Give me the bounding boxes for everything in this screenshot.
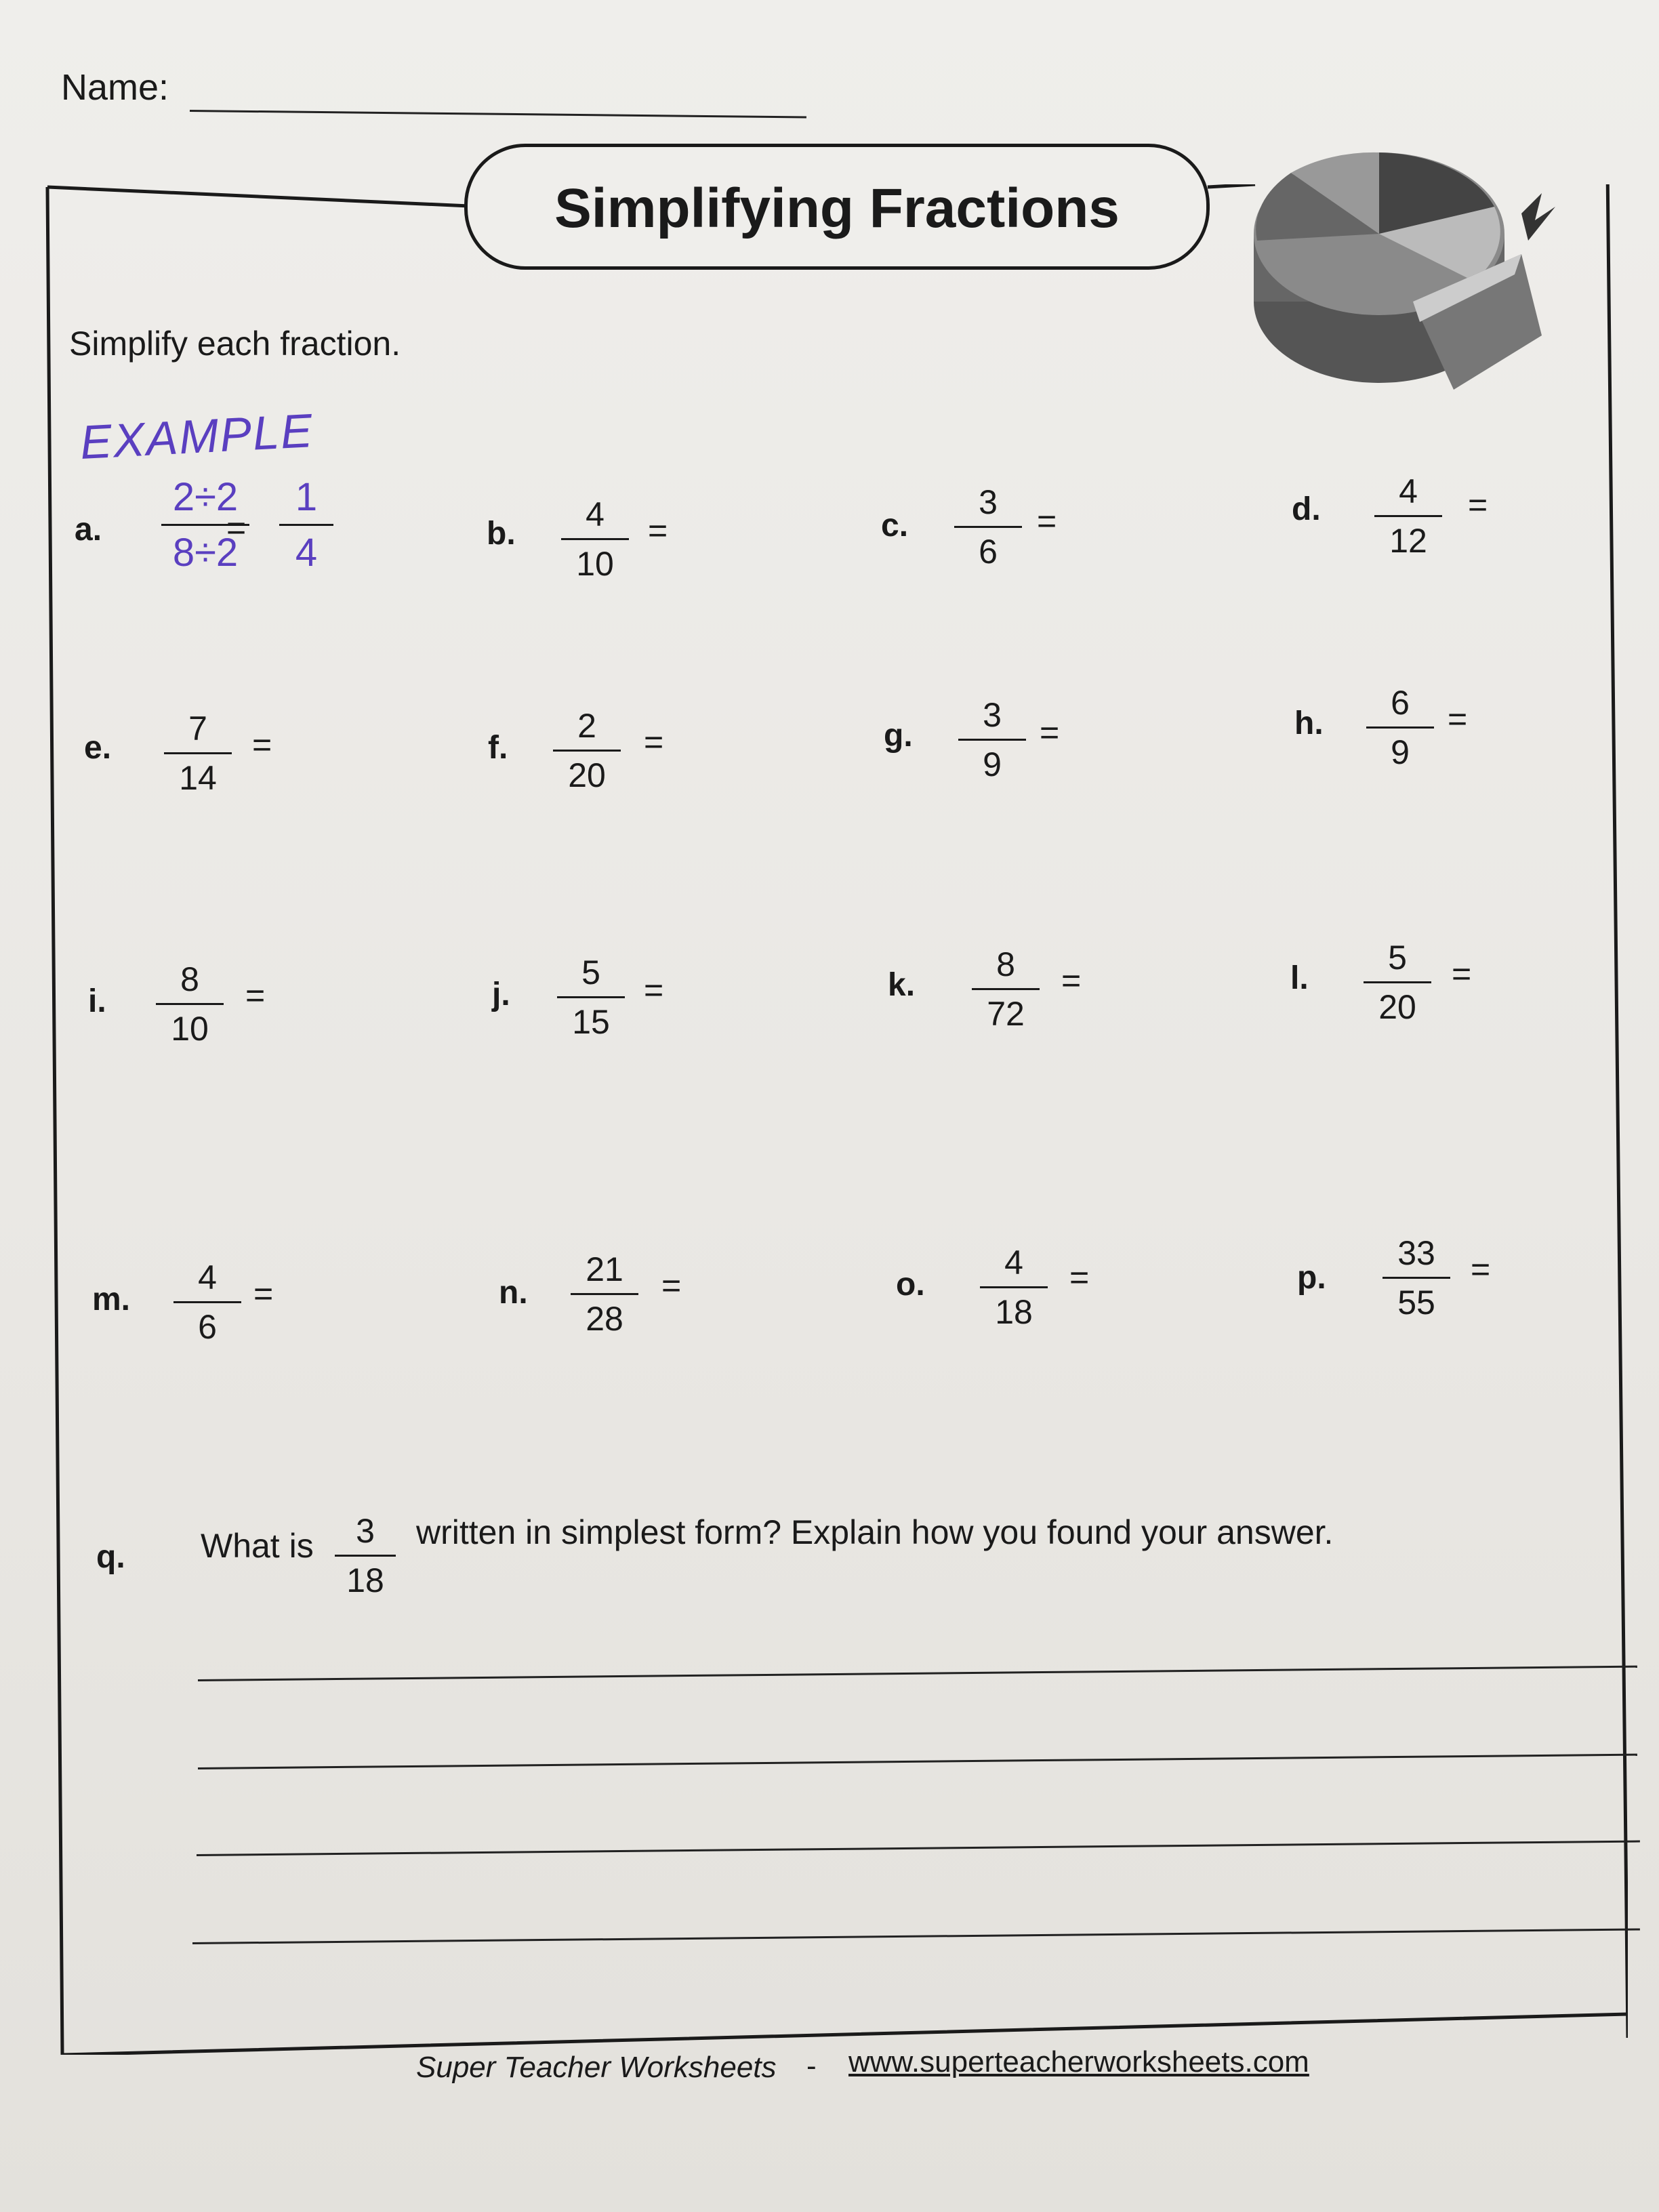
fraction: 5 20 <box>1357 938 1438 1027</box>
problem-label: g. <box>884 718 913 754</box>
equals-sign: = <box>245 977 266 1015</box>
equals-sign: = <box>644 971 664 1009</box>
footer-separator: - <box>806 2049 817 2083</box>
fraction: 8 72 <box>965 945 1046 1033</box>
equals-sign: = <box>1069 1258 1090 1296</box>
problem-label: a. <box>75 512 102 548</box>
footer-url-link[interactable]: www.superteacherworksheets.com <box>848 2045 1309 2078</box>
worksheet-frame <box>42 184 1628 2055</box>
problem-label: l. <box>1290 960 1309 996</box>
equals-sign: = <box>1471 1250 1491 1288</box>
question-text-before: What is <box>201 1527 314 1565</box>
footer-brand: Super Teacher Worksheets <box>416 2051 777 2084</box>
fraction: 7 14 <box>157 709 239 798</box>
pie-chart-illustration <box>1250 132 1562 424</box>
example-work-fraction: 2÷2 8÷2 <box>155 474 256 575</box>
fraction: 4 12 <box>1368 472 1449 560</box>
equals-sign: = <box>661 1267 682 1305</box>
equals-sign: = <box>252 726 272 764</box>
equals-sign: = <box>1448 700 1468 738</box>
equals-sign: = <box>253 1275 274 1313</box>
fraction: 4 6 <box>167 1258 248 1347</box>
problem-label: e. <box>84 730 112 766</box>
problem-label: p. <box>1297 1260 1326 1296</box>
equals-sign: = <box>1468 486 1488 524</box>
fraction: 33 55 <box>1376 1233 1457 1322</box>
problem-label: b. <box>487 516 516 552</box>
fraction: 6 9 <box>1359 683 1441 772</box>
equals-sign: = <box>1452 955 1472 993</box>
equals-sign: = <box>1061 962 1082 1000</box>
example-label: EXAMPLE <box>79 404 315 469</box>
problem-label: i. <box>88 983 106 1019</box>
problem-label: m. <box>92 1282 131 1317</box>
title-banner <box>464 144 1210 270</box>
equals-sign: = <box>1040 714 1060 752</box>
equals-sign: = <box>648 512 668 550</box>
problem-label: j. <box>492 977 510 1012</box>
question-label: q. <box>96 1539 125 1575</box>
fraction: 21 28 <box>564 1250 645 1338</box>
fraction: 4 18 <box>973 1243 1054 1332</box>
problem-label: d. <box>1292 491 1321 527</box>
problem-label: c. <box>881 508 909 544</box>
problem-label: n. <box>499 1275 528 1311</box>
name-label: Name: <box>61 67 169 108</box>
fraction: 3 6 <box>947 483 1029 571</box>
problem-label: o. <box>896 1267 925 1303</box>
fraction: 8 10 <box>149 960 230 1048</box>
question-text-after: written in simplest form? Explain how you found your answer. <box>416 1513 1334 1551</box>
example-answer-fraction: 1 4 <box>272 474 340 575</box>
instruction-text: Simplify each fraction. <box>69 325 401 363</box>
question-fraction: 3 18 <box>328 1511 403 1600</box>
fraction: 3 9 <box>951 695 1033 784</box>
fraction: 4 10 <box>554 495 636 583</box>
equals-sign: = <box>1037 502 1057 540</box>
page-title: Simplifying Fractions <box>554 178 1120 239</box>
fraction: 5 15 <box>550 953 632 1042</box>
problem-label: h. <box>1294 705 1324 741</box>
equals-sign: = <box>226 509 247 547</box>
fraction: 2 20 <box>546 706 628 795</box>
problem-label: k. <box>888 967 916 1003</box>
problem-label: f. <box>488 730 508 766</box>
name-line[interactable] <box>190 110 806 119</box>
equals-sign: = <box>644 723 664 761</box>
